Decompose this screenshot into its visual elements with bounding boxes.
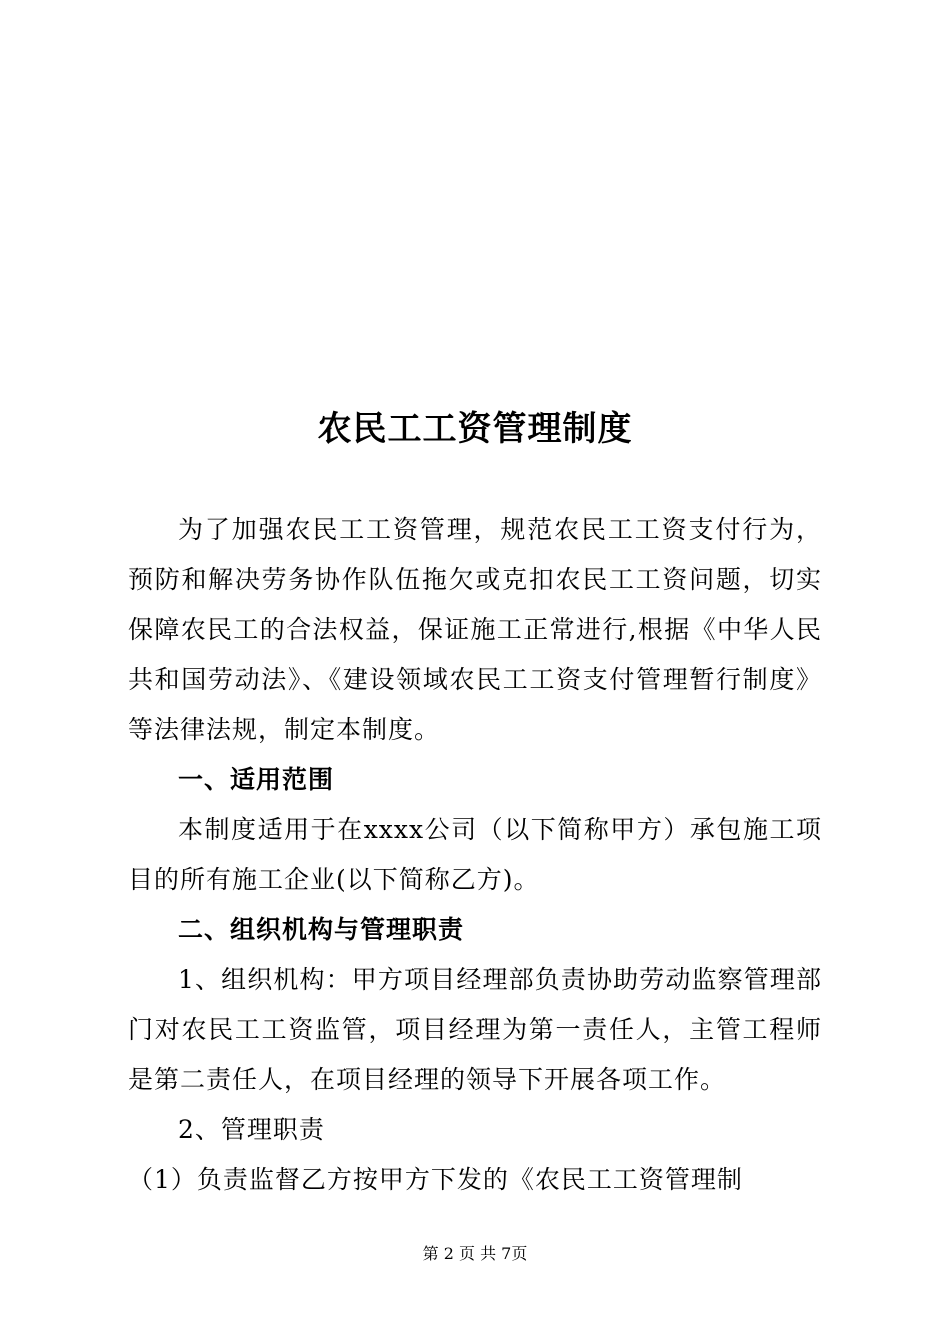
duty-item-1: （1）负责监督乙方按甲方下发的《农民工工资管理制 [128, 1165, 743, 1194]
page-number-footer: 第 2 页 共 7页 [422, 1244, 528, 1263]
organization-paragraph: 1、组织机构：甲方项目经理部负责协助劳动监察管理部门对农民工工资监管，项目经理为第一责任人，主管工程师是第二责任人，在项目经理的领导下开展各项工作。 [128, 965, 822, 1094]
section-heading-scope: 一、适用范围 [178, 765, 335, 794]
duties-subheading: 2、管理职责 [178, 1115, 325, 1144]
intro-paragraph: 为了加强农民工工资管理，规范农民工工资支付行为，预防和解决劳务协作队伍拖欠或克扣农民工工资问题，切实保障农民工的合法权益，保证施工正常进行,根据《中华人民共和国劳动法》、《建设领域农民工工资支付管理暂行制度》等法律法规，制定本制度。 [128, 515, 822, 744]
document-title: 农民工工资管理制度 [317, 409, 633, 449]
scope-paragraph: 本制度适用于在xxxx公司（以下简称甲方）承包施工项目的所有施工企业(以下简称乙方)。 [128, 815, 822, 894]
section-heading-organization: 二、组织机构与管理职责 [178, 915, 465, 944]
document-body [128, 505, 822, 1205]
